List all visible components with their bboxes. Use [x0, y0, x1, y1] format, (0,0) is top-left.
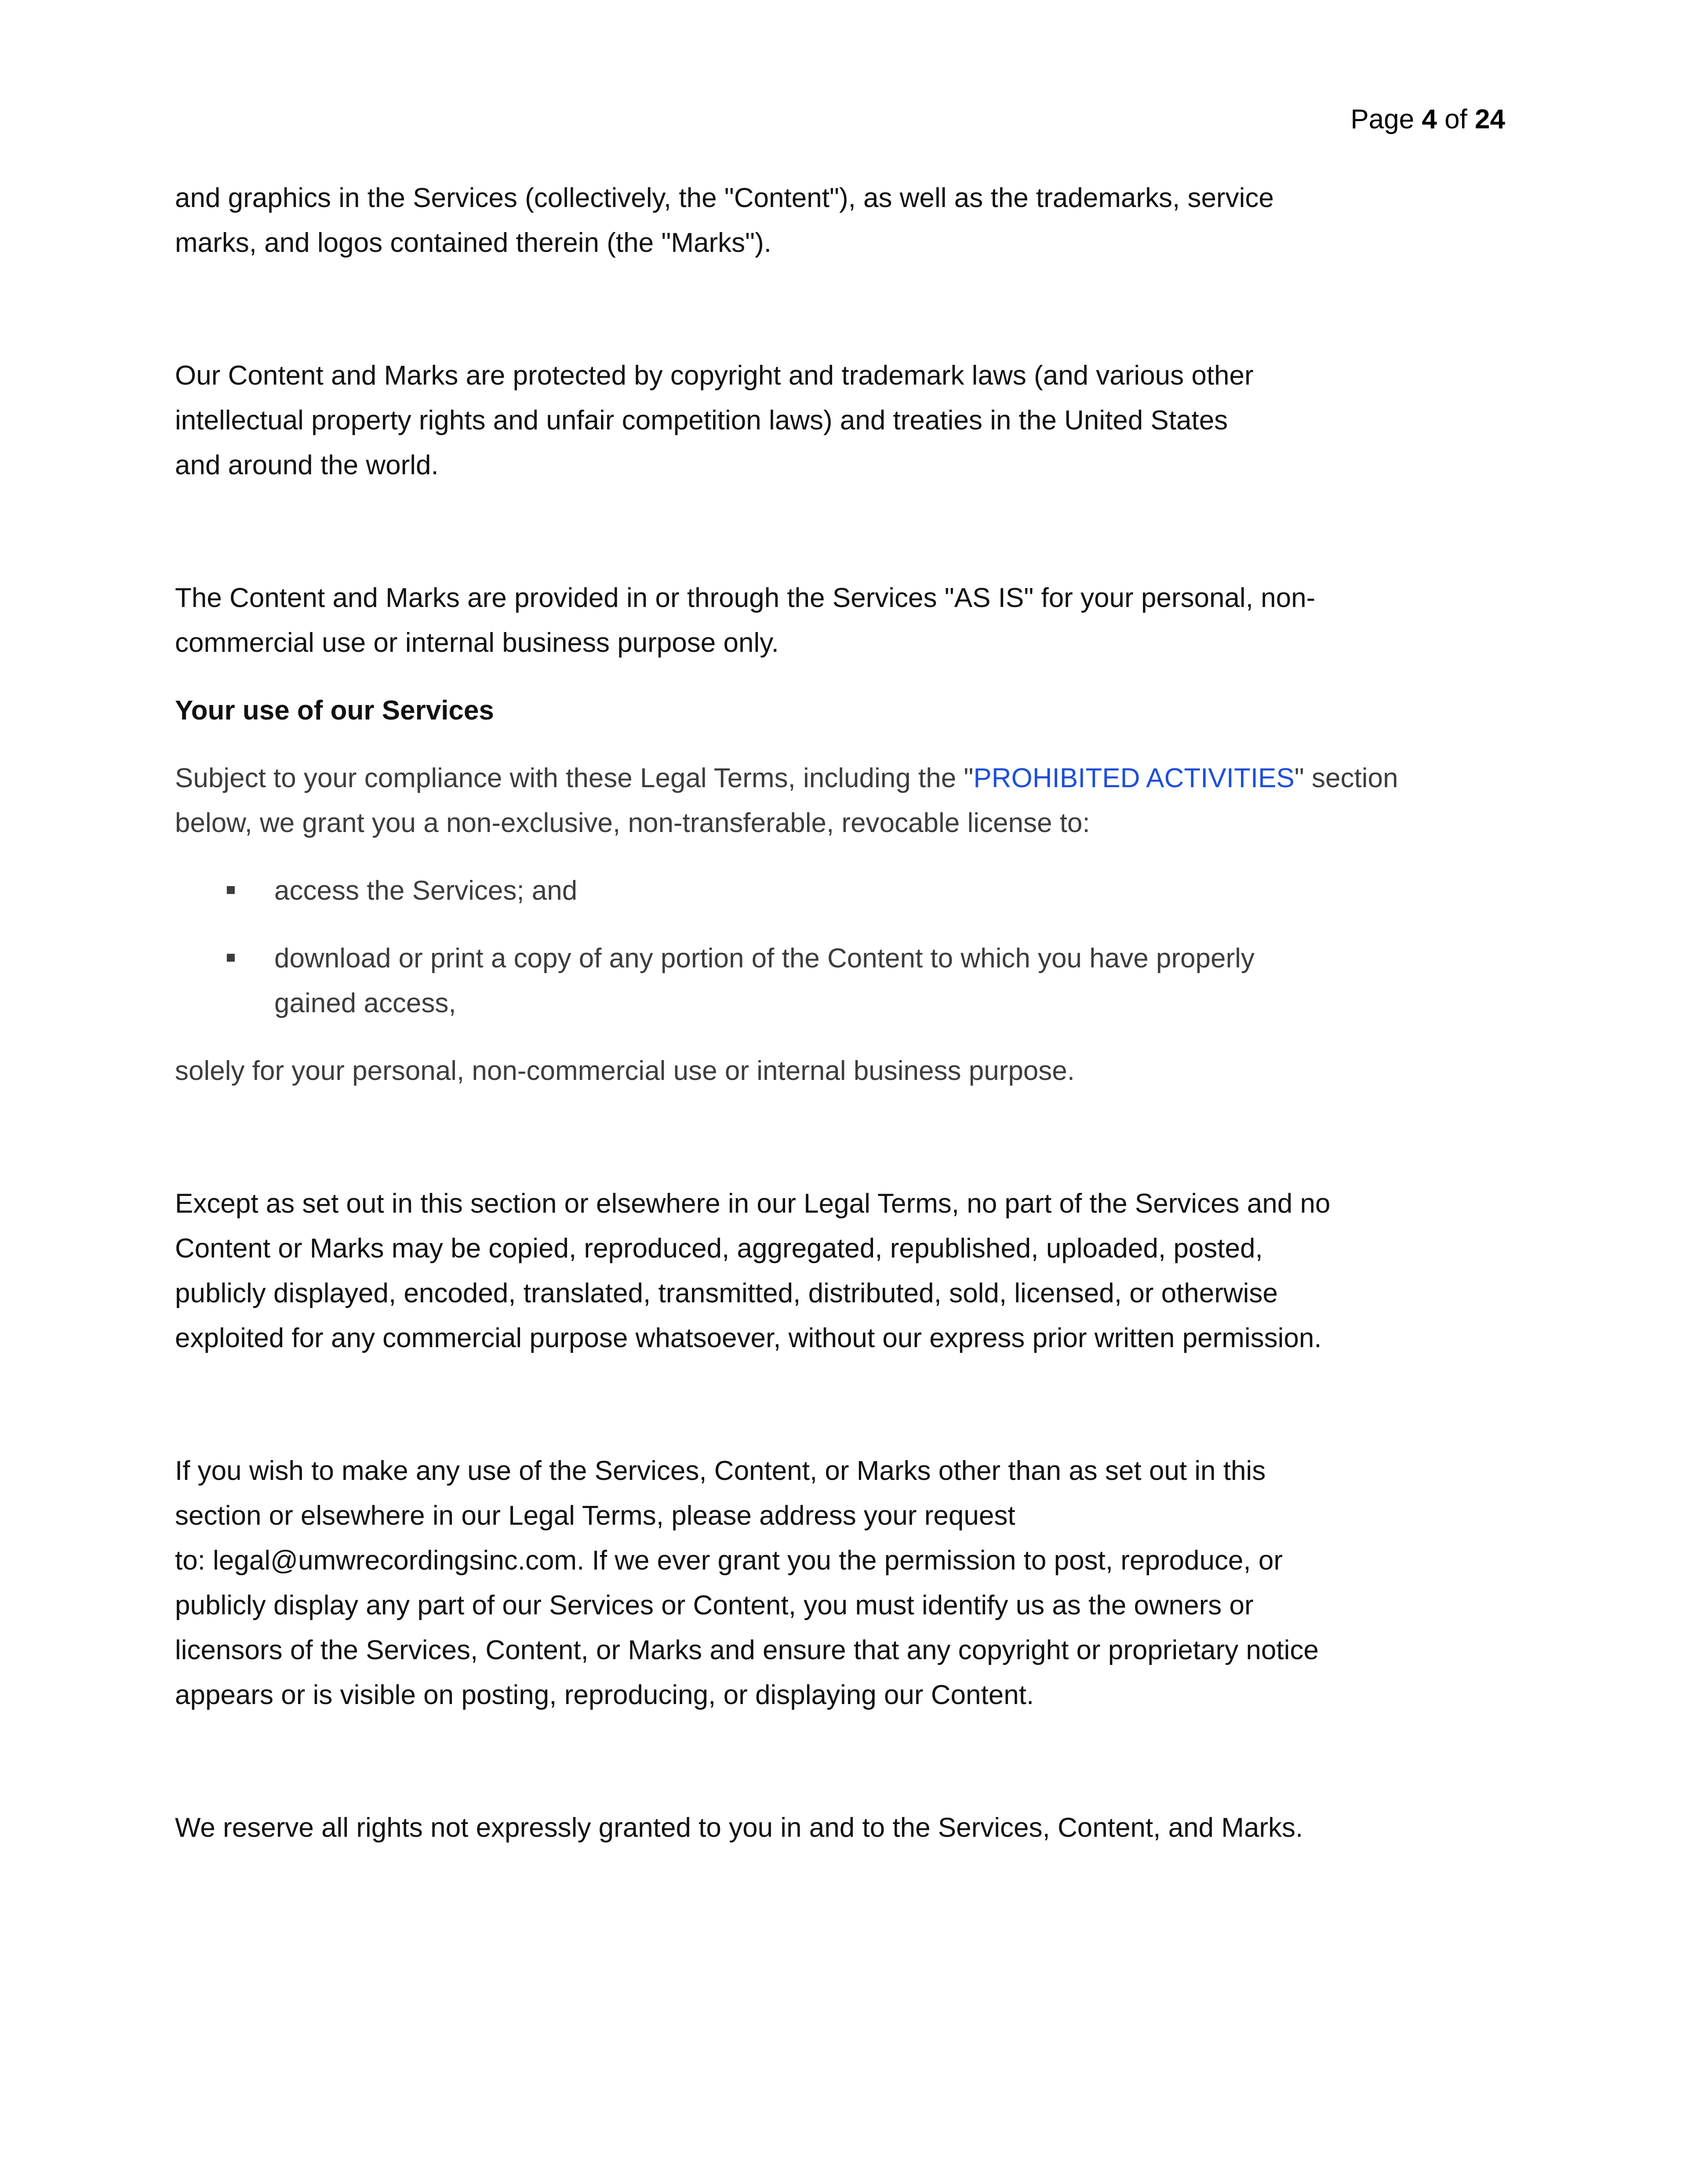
page-total: 24 — [1475, 104, 1505, 134]
paragraph-solely: solely for your personal, non-commercial use or internal business purpose. — [175, 1056, 1075, 1086]
list-item-text: access the Services; and — [274, 876, 578, 906]
paragraph-content-definition: and graphics in the Services (collectively, the "Content"), as well as the trademarks, service marks, and logos contained therein (the "Marks"). — [175, 183, 1274, 258]
license-list — [175, 869, 1511, 1026]
bullet-square-icon — [227, 954, 235, 962]
license-text-after: " section below, we grant you a non-exclusive, non-transferable, revocable license to: — [175, 763, 1398, 838]
paragraph-permission-request: If you wish to make any use of the Services, Content, or Marks other than as set out in this section or elsewhere in our Legal Terms, please address your request to: legal@umwrecordingsinc.com. If we ever grant you the permission to post, reproduce, or publicly display any part of our Services or Content, you must identify us as the owners or licensors of the Services, Content, or Marks and ensure that any copyright or proprietary notice appears or is visible on posting, reproducing, or displaying our Content. — [175, 1456, 1319, 1710]
section-heading: Your use of our Services — [175, 695, 494, 726]
bullet-square-icon — [227, 886, 235, 894]
paragraph-protection: Our Content and Marks are protected by copyright and trademark laws (and various other intellectual property rights and unfair competition laws) and treaties in the United States and around the world. — [175, 360, 1254, 480]
list-item — [175, 869, 1511, 913]
page-current: 4 — [1422, 104, 1437, 134]
page-number — [1350, 102, 1505, 137]
paragraph-restrictions: Except as set out in this section or elsewhere in our Legal Terms, no part of the Services and no Content or Marks may be copied, reproduced, aggregated, republished, uploaded, posted, publicly displayed, encoded, translated, transmitted, distributed, sold, licensed, or otherwise exploited for any commercial purpose whatsoever, without our express prior written permission. — [175, 1188, 1331, 1353]
page-of: of — [1444, 104, 1467, 134]
list-item-text: download or print a copy of any portion of the Content to which you have properly gained access, — [274, 943, 1255, 1018]
license-text-before: Subject to your compliance with these Legal Terms, including the " — [175, 763, 974, 793]
page-prefix: Page — [1350, 104, 1415, 134]
paragraph-license-grant — [175, 756, 1511, 846]
list-item — [175, 936, 1511, 1026]
prohibited-activities-link[interactable]: PROHIBITED ACTIVITIES — [973, 763, 1295, 793]
paragraph-as-is: The Content and Marks are provided in or through the Services "AS IS" for your personal, non- commercial use or internal business purpose only. — [175, 583, 1316, 658]
document-body — [175, 176, 1511, 1850]
paragraph-reserved-rights: We reserve all rights not expressly granted to you in and to the Services, Content, and Marks. — [175, 1813, 1303, 1843]
